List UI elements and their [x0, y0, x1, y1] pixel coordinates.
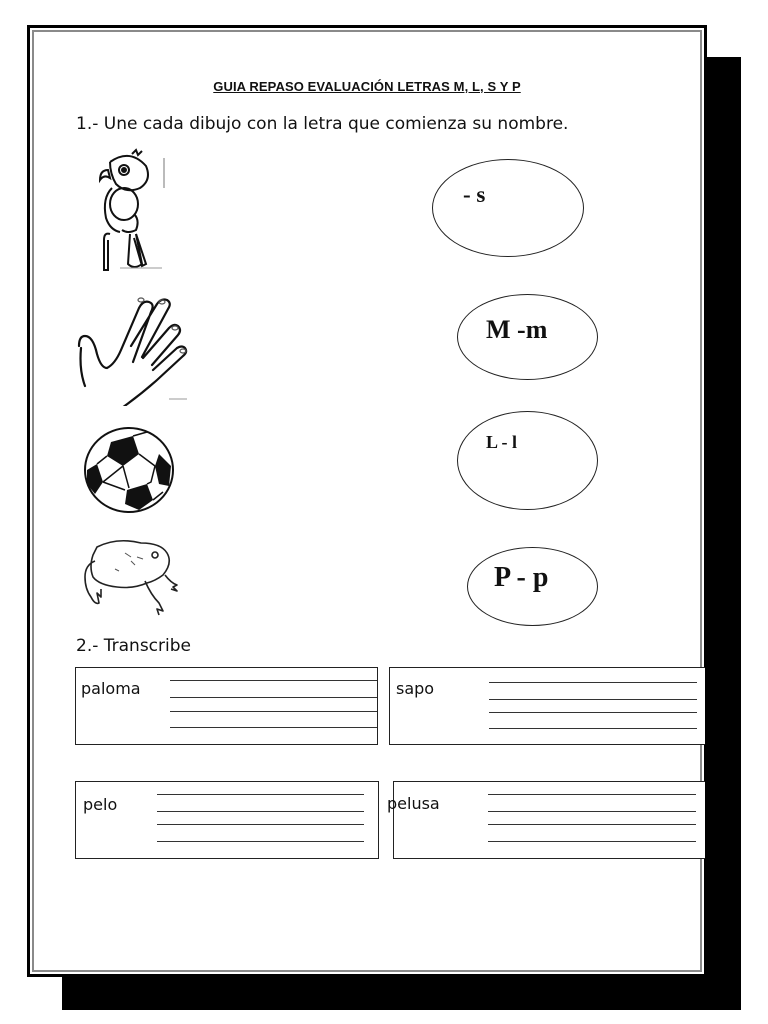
writing-line[interactable]	[488, 794, 696, 795]
writing-line[interactable]	[157, 794, 364, 795]
letter-oval-p[interactable]	[467, 547, 598, 626]
writing-line[interactable]	[489, 728, 697, 729]
transcribe-box-pelusa	[387, 781, 705, 859]
writing-line[interactable]	[170, 697, 377, 698]
letter-oval-label: P - p	[494, 562, 549, 593]
transcribe-word: pelo	[83, 795, 118, 814]
writing-line[interactable]	[157, 841, 364, 842]
letter-oval-label: - s	[463, 182, 486, 207]
letter-oval-label: L - l	[486, 432, 518, 452]
writing-line[interactable]	[489, 682, 697, 683]
transcribe-box-paloma	[75, 667, 378, 745]
transcribe-word: paloma	[81, 679, 141, 698]
soccer-ball-icon	[83, 426, 175, 514]
writing-line[interactable]	[170, 727, 377, 728]
worksheet-title: GUIA REPASO EVALUACIÓN LETRAS M, L, S Y P	[213, 79, 521, 94]
letter-oval-label: M -m	[486, 315, 548, 344]
transcribe-word: pelusa	[387, 794, 440, 813]
writing-line[interactable]	[488, 841, 696, 842]
parrot-icon	[80, 148, 190, 273]
letter-oval-l[interactable]	[457, 411, 598, 510]
letter-oval-s[interactable]	[432, 159, 584, 257]
section1-instruction: 1.- Une cada dibujo con la letra que comienza su nombre.	[76, 114, 569, 134]
hand-icon	[75, 286, 200, 406]
writing-line[interactable]	[489, 699, 697, 700]
writing-line[interactable]	[170, 711, 377, 712]
section2-instruction: 2.- Transcribe	[76, 636, 191, 656]
writing-line[interactable]	[489, 712, 697, 713]
writing-line[interactable]	[488, 824, 696, 825]
toad-icon	[75, 533, 185, 628]
writing-line[interactable]	[157, 824, 364, 825]
transcribe-box-pelo	[75, 781, 379, 859]
letter-oval-m[interactable]	[457, 294, 598, 380]
writing-line[interactable]	[488, 811, 696, 812]
transcribe-box-sapo	[389, 667, 705, 745]
writing-line[interactable]	[157, 811, 364, 812]
transcribe-word: sapo	[396, 679, 435, 698]
writing-line[interactable]	[170, 680, 377, 681]
worksheet-page	[27, 25, 707, 977]
